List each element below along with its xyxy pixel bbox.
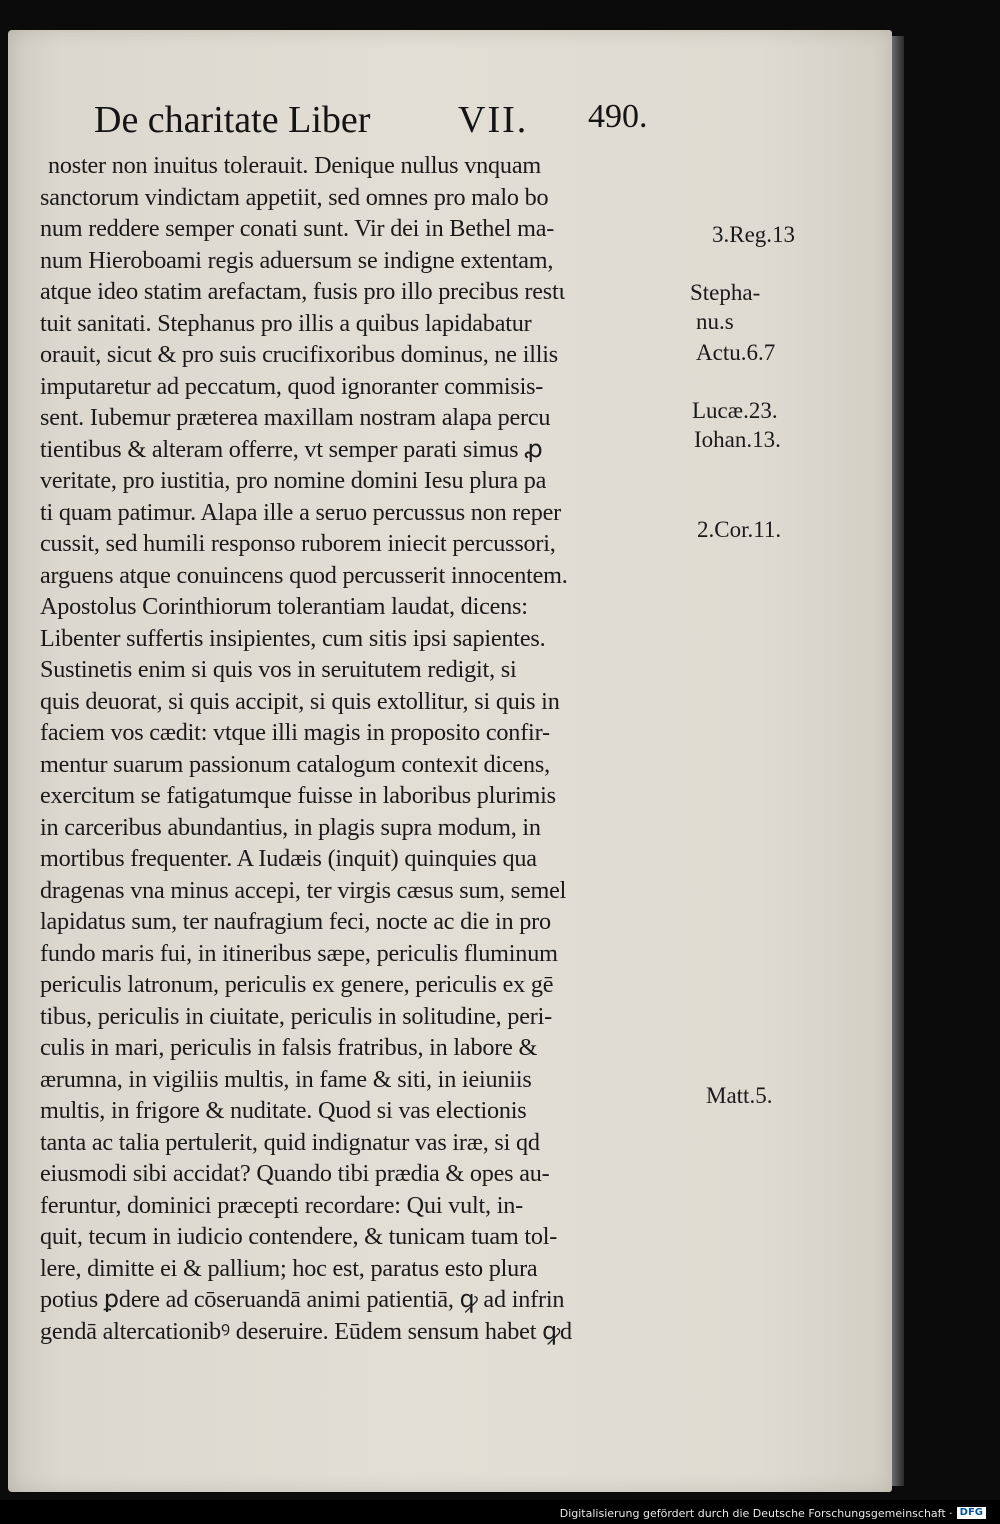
- text-line: veritate, pro iustitia, pro nomine domini Iesu plura pa: [40, 467, 547, 494]
- text-line: arguens atque conuincens quod percusserit innocentem.: [40, 561, 568, 589]
- text-line: dragenas vna minus accepi, ter virgis cæsus sum, semel: [40, 876, 567, 904]
- text-line: potius ꝑdere ad cōseruandā animi patientiā, ꝙ ad infrin: [40, 1286, 565, 1313]
- text-line: Apostolus Corinthiorum tolerantiam laudat, dicens:: [40, 593, 528, 620]
- margin-note-stephanus-1: Stepha-: [690, 280, 761, 305]
- text-line: periculis latronum, periculis ex genere, periculis ex gē: [40, 971, 554, 998]
- folio-number: 490.: [588, 98, 648, 135]
- text-line: Libenter suffertis insipientes, cum sitis ipsi sapientes.: [40, 624, 546, 652]
- text-line: in carceribus abundantius, in plagis supra modum, in: [40, 813, 541, 841]
- text-line: noster non inuitus tolerauit. Denique nullus vnquam: [48, 152, 541, 179]
- footer-credit-text: Digitalisierung gefördert durch die Deutsche Forschungsgemeinschaft ·: [559, 1506, 953, 1520]
- margin-note-reg: 3.Reg.13: [712, 222, 796, 247]
- dfg-logo: DFG: [957, 1507, 986, 1519]
- text-line: fundo maris fui, in itineribus sæpe, periculis fluminum: [40, 939, 558, 967]
- margin-note-lucae: Lucæ.23.: [692, 398, 778, 423]
- text-line: quis deuorat, si quis accipit, si quis extollitur, si quis in: [40, 687, 560, 715]
- text-line: imputaretur ad peccatum, quod ignoranter commisis-: [40, 372, 544, 400]
- margin-note-matt: Matt.5.: [706, 1083, 773, 1108]
- running-head-book-number: VII.: [458, 99, 529, 141]
- text-line: sent. Iubemur præterea maxillam nostram alapa percu: [40, 404, 551, 431]
- text-line: Sustinetis enim si quis vos in seruitutem redigit, si: [40, 656, 517, 683]
- text-line: tibus, periculis in ciuitate, periculis in solitudine, peri-: [40, 1002, 552, 1030]
- text-line: num reddere semper conati sunt. Vir dei in Bethel ma-: [40, 215, 555, 242]
- text-line: num Hieroboami regis aduersum se indigne extentam,: [40, 246, 554, 274]
- text-line: gendā altercationibꝰ deseruire. Eūdem sensum habet ꝙd: [40, 1317, 572, 1345]
- text-line: multis, in frigore & nuditate. Quod si vas electionis: [40, 1097, 527, 1124]
- text-line: faciem vos cædit: vtque illi magis in proposito confir-: [40, 719, 550, 746]
- text-line: mortibus frequenter. A Iudæis (inquit) quinquies qua: [40, 845, 537, 872]
- text-line: feruntur, dominici præcepti recordare: Qui vult, in-: [40, 1191, 523, 1219]
- text-line: sanctorum vindictam appetiit, sed omnes pro malo bo: [40, 183, 549, 211]
- text-line: culis in mari, periculis in falsis fratribus, in labore &: [40, 1034, 538, 1061]
- text-line: ti quam patimur. Alapa ille a seruo percussus non reper: [40, 498, 561, 526]
- text-line: lapidatus sum, ter naufragium feci, nocte ac die in pro: [40, 908, 551, 935]
- text-line: mentur suarum passionum catalogum contexit dicens,: [40, 750, 550, 778]
- margin-note-stephanus-2: nu.s: [696, 309, 734, 334]
- running-head: [94, 98, 684, 148]
- text-line: eiusmodi sibi accidat? Quando tibi prædia & opes au-: [40, 1160, 550, 1187]
- main-text-block: [40, 150, 700, 1347]
- text-line: tuit sanitati. Stephanus pro illis a quibus lapidabatur: [40, 309, 532, 337]
- margin-note-actu: Actu.6.7: [696, 340, 776, 365]
- text-line: atque ideo statim arefactam, fusis pro illo precibus restι: [40, 278, 565, 305]
- text-line: exercitum se fatigatumque fuisse in laboribus plurimis: [40, 782, 556, 809]
- text-line: tanta ac talia pertulerit, quid indignatur vas iræ, si qd: [40, 1128, 540, 1156]
- text-line: cussit, sed humili responso ruborem iniecit percussori,: [40, 530, 556, 557]
- margin-note-cor: 2.Cor.11.: [697, 517, 782, 542]
- text-line: lere, dimitte ei & pallium; hoc est, paratus esto plura: [40, 1254, 538, 1282]
- text-line: tientibus & alteram offerre, vt semper parati simus ꝓ: [40, 435, 543, 463]
- running-head-title: De charitate Liber: [94, 99, 371, 141]
- text-line: ærumna, in vigiliis multis, in fame & siti, in ieiuniis: [40, 1065, 532, 1093]
- margin-note-iohan: Iohan.13.: [694, 427, 781, 452]
- text-line: quit, tecum in iudicio contendere, & tunicam tuam tol-: [40, 1223, 558, 1250]
- text-line: orauit, sicut & pro suis crucifixoribus dominus, ne illis: [40, 341, 558, 368]
- page-edge: [892, 36, 904, 1486]
- footer-credit: [560, 1505, 986, 1521]
